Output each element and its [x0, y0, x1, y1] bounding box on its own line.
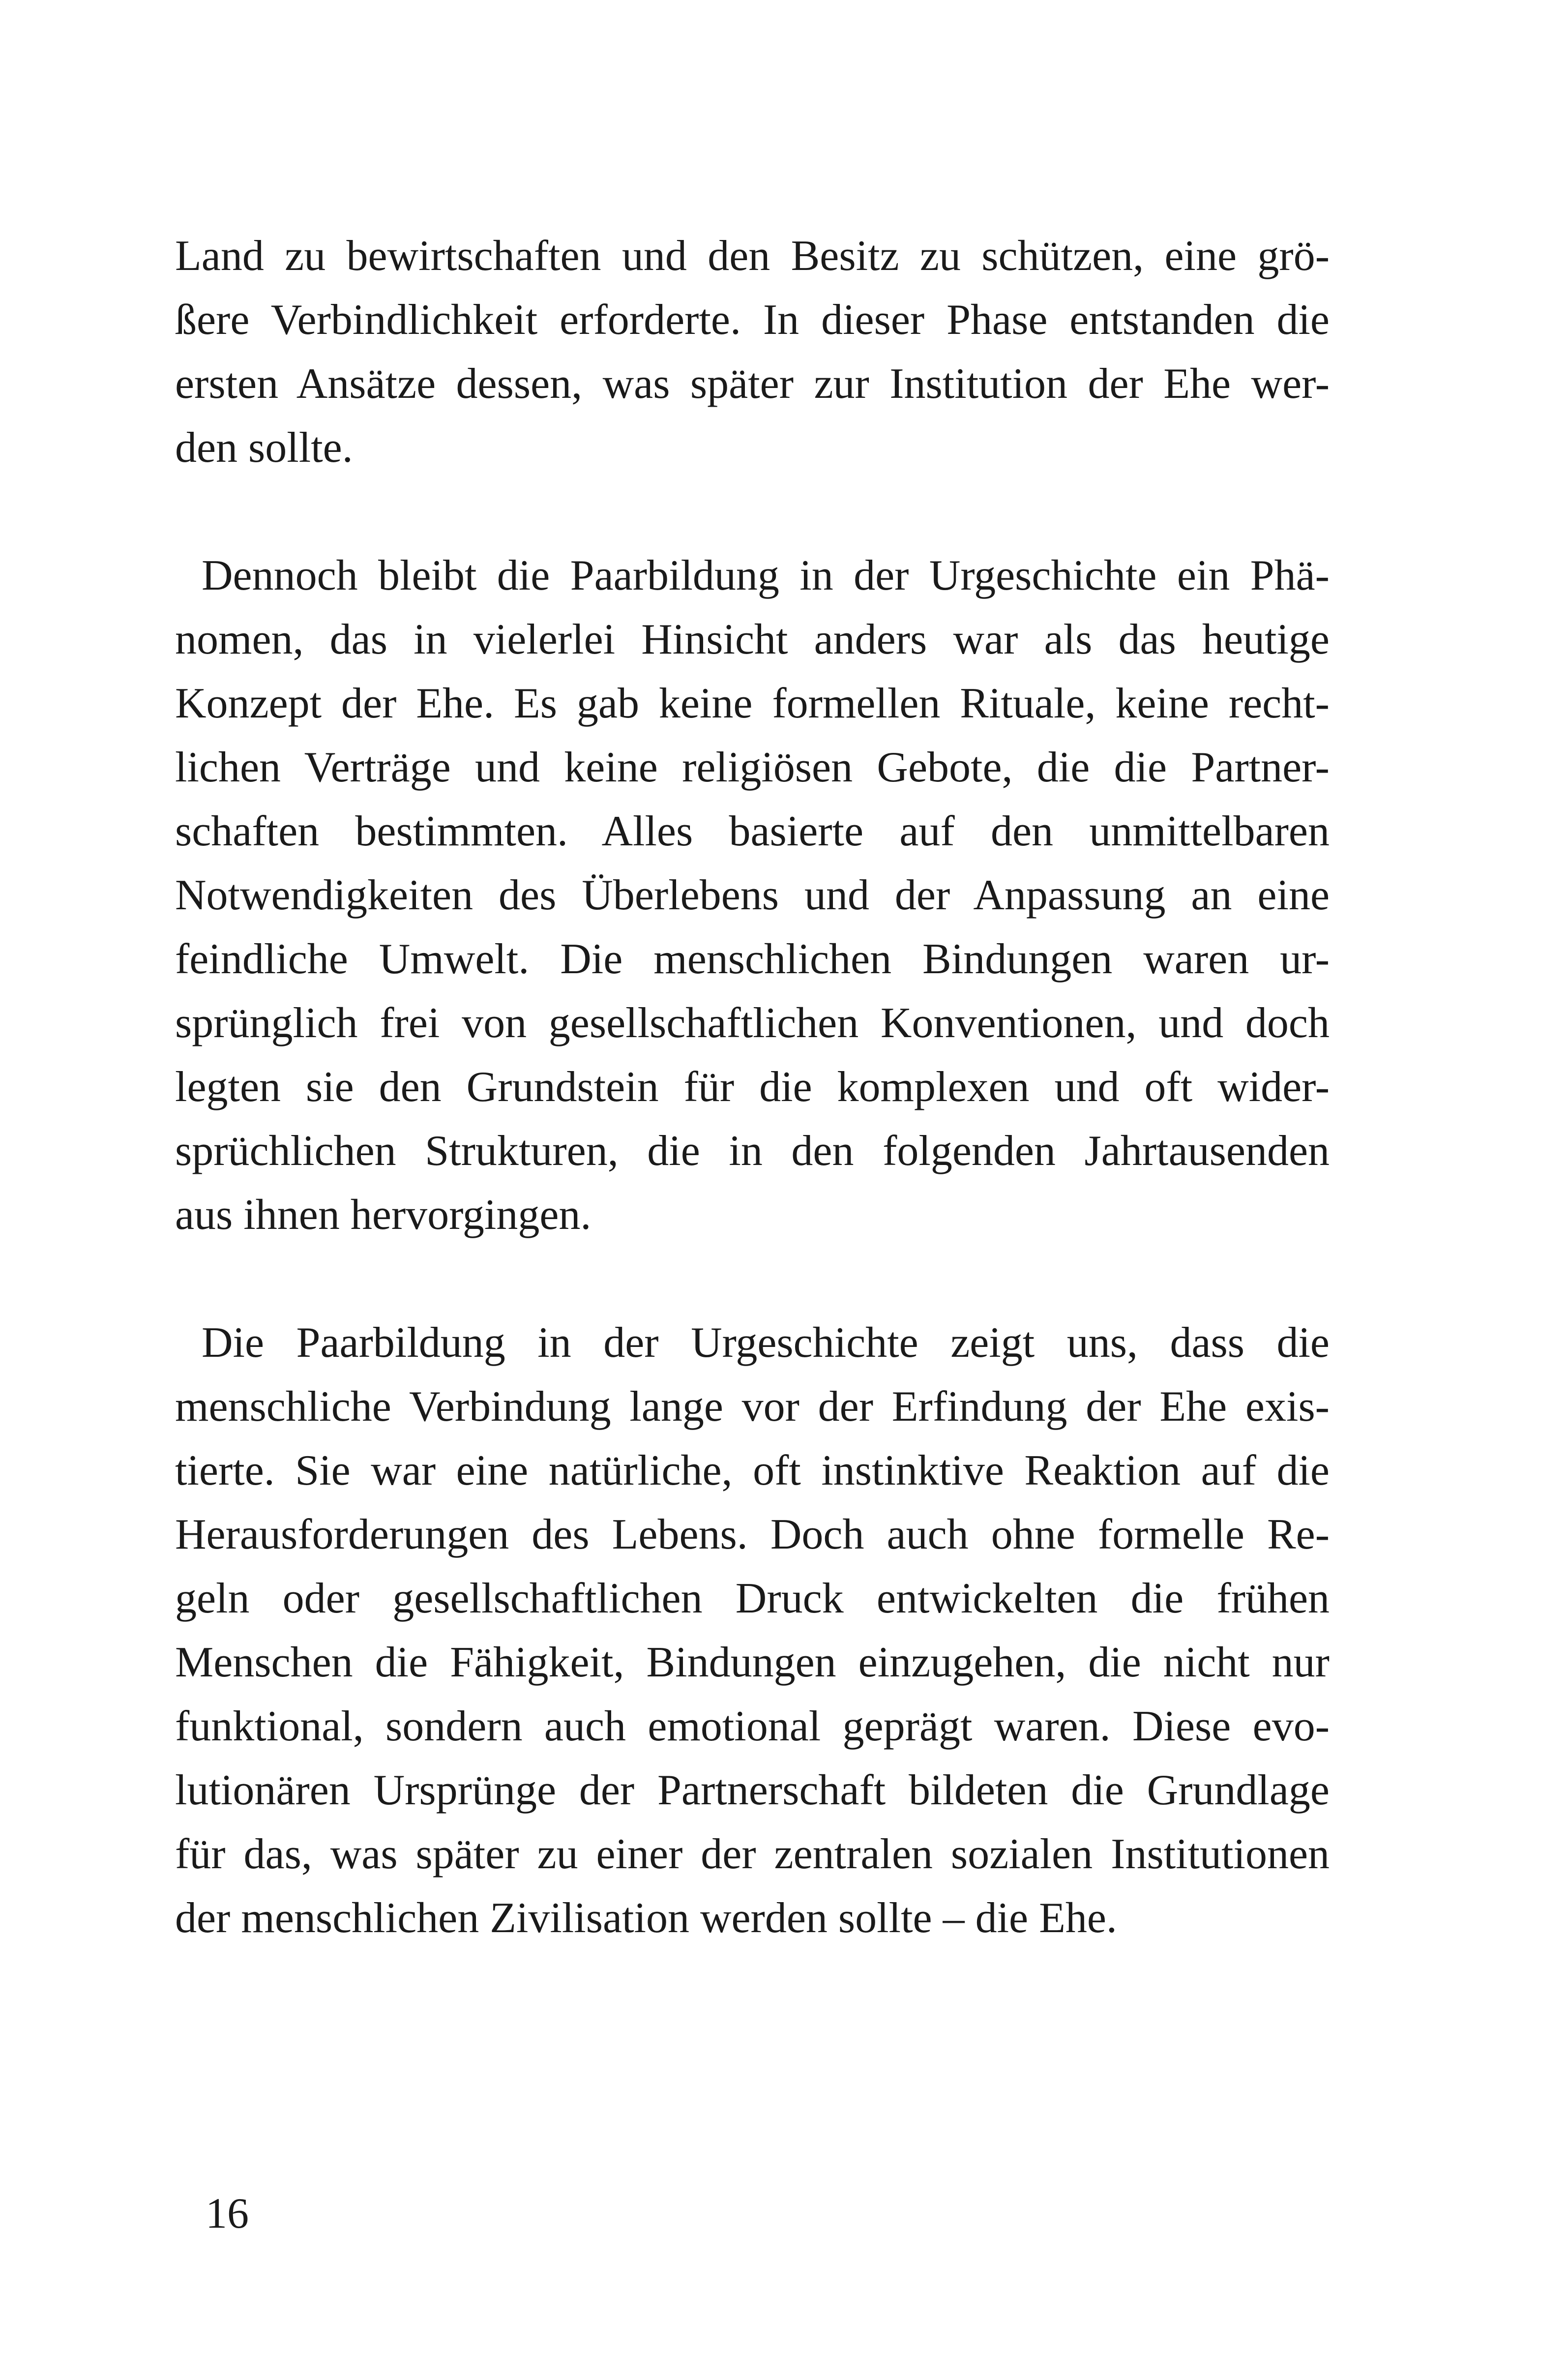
text-line: tierte. Sie war eine natürliche, oft instinktive Reaktion auf die [175, 1447, 1330, 1494]
text-line: aus ihnen hervorgingen. [175, 1191, 592, 1239]
page-number: 16 [206, 2190, 249, 2238]
text-line: legten sie den Grundstein für die komplexen und oft wider- [175, 1063, 1330, 1111]
text-line: lichen Verträge und keine religiösen Gebote, die die Partner- [175, 744, 1330, 791]
text-line: feindliche Umwelt. Die menschlichen Bindungen waren ur- [175, 935, 1330, 983]
text-line: Notwendigkeiten des Überlebens und der Anpassung an eine [175, 871, 1330, 919]
text-line: funktional, sondern auch emotional geprägt waren. Diese evo- [175, 1702, 1330, 1750]
text-line: Land zu bewirtschaften und den Besitz zu schützen, eine grö- [175, 232, 1330, 280]
text-line: Herausforderungen des Lebens. Doch auch ohne formelle Re- [175, 1511, 1330, 1558]
text-line: nomen, das in vielerlei Hinsicht anders war als das heutige [175, 616, 1330, 663]
text-line: Konzept der Ehe. Es gab keine formellen Rituale, keine recht- [175, 680, 1330, 727]
text-line: für das, was später zu einer der zentralen sozialen Institutionen [175, 1830, 1330, 1878]
text-line: Dennoch bleibt die Paarbildung in der Urgeschichte ein Phä- [202, 552, 1330, 599]
text-line: geln oder gesellschaftlichen Druck entwickelten die frühen [175, 1575, 1330, 1622]
text-line: sprüchlichen Strukturen, die in den folgenden Jahrtausenden [175, 1127, 1330, 1175]
text-line: der menschlichen Zivilisation werden sollte – die Ehe. [175, 1894, 1117, 1942]
text-line: sprünglich frei von gesellschaftlichen Konventionen, und doch [175, 999, 1330, 1047]
text-line: menschliche Verbindung lange vor der Erfindung der Ehe exis- [175, 1383, 1330, 1431]
text-line: Menschen die Fähigkeit, Bindungen einzugehen, die nicht nur [175, 1639, 1330, 1686]
text-line: schaften bestimmten. Alles basierte auf den unmittelbaren [175, 807, 1330, 855]
text-line: ersten Ansätze dessen, was später zur Institution der Ehe wer- [175, 360, 1330, 408]
text-line: lutionären Ursprünge der Partnerschaft bildeten die Grundlage [175, 1766, 1330, 1814]
text-line: ßere Verbindlichkeit erforderte. In dieser Phase entstanden die [175, 296, 1330, 344]
text-line: Die Paarbildung in der Urgeschichte zeigt uns, dass die [202, 1319, 1330, 1367]
text-line: den sollte. [175, 424, 353, 472]
